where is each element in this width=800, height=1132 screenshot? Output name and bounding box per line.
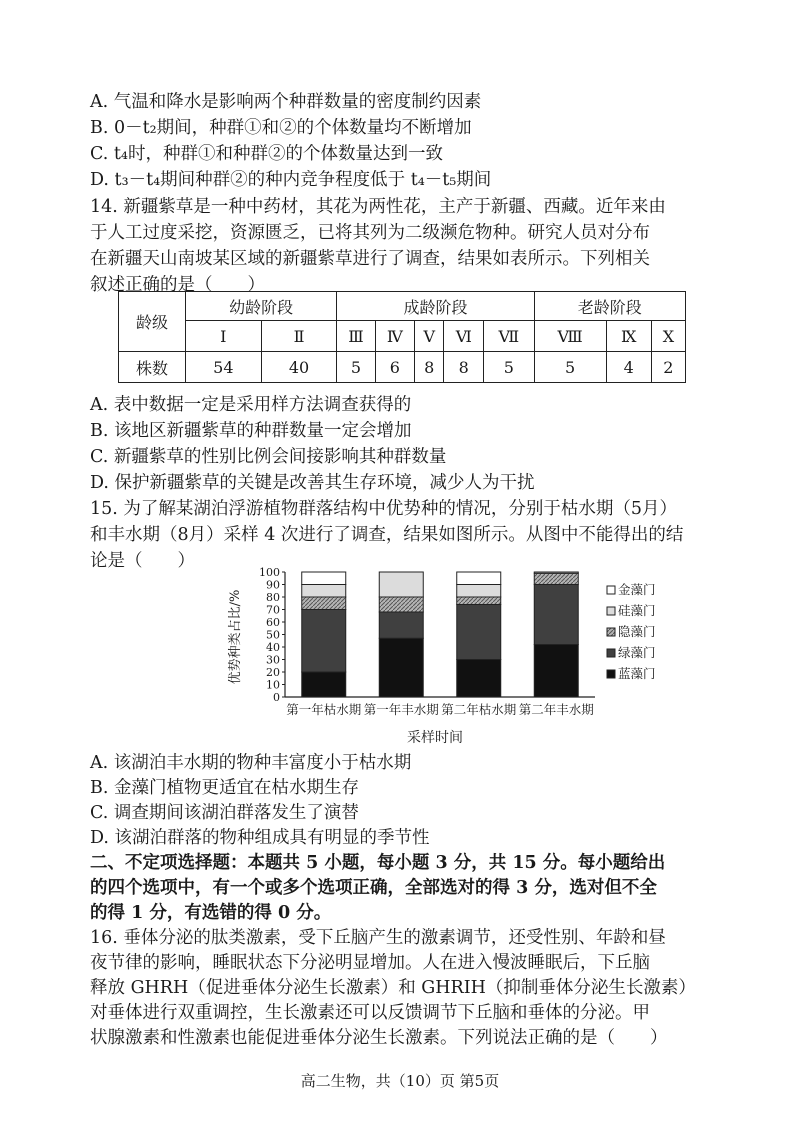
count-cell: 2 (651, 352, 685, 383)
q13-option-b: B. 0－t₂期间，种群①和②的个体数量均不断增加 (90, 118, 472, 138)
bar-segment-硅藻门 (534, 572, 578, 573)
q15-stem-line: 15. 为了解某湖泊浮游植物群落结构中优势种的情况，分别于枯水期（5月） (90, 499, 678, 519)
count-cell: 4 (606, 352, 651, 383)
y-tick-label: 30 (266, 653, 280, 667)
bar-segment-金藻门 (302, 572, 346, 585)
bar-segment-硅藻门 (379, 572, 423, 597)
x-category-label: 第二年枯水期 (441, 702, 517, 717)
x-category-label: 第一年丰水期 (363, 702, 439, 717)
plankton-stacked-bar-chart (225, 562, 665, 752)
y-tick-label: 20 (266, 666, 280, 679)
count-cell: 8 (415, 352, 444, 383)
class-header: Ⅵ (444, 321, 484, 352)
count-cell: 5 (337, 352, 375, 383)
legend-label: 金藻门 (618, 582, 656, 597)
class-header: Ⅶ (484, 321, 534, 352)
count-cell: 40 (261, 352, 337, 383)
bar-segment-蓝藻门 (457, 660, 501, 698)
age-label-cell: 龄级 (119, 292, 186, 352)
q14-option-d: D. 保护新疆紫草的关键是改善其生存环境，减少人为干扰 (90, 473, 535, 493)
count-cell: 5 (484, 352, 534, 383)
q15-option-c: C. 调查期间该湖泊群落发生了演替 (90, 803, 359, 823)
class-header: Ⅸ (606, 321, 651, 352)
count-cell: 8 (444, 352, 484, 383)
q16-stem-line: 对垂体进行双重调控，生长激素还可以反馈调节下丘脑和垂体的分泌。甲 (90, 1003, 650, 1023)
q16-stem-line: 16. 垂体分泌的肽类激素，受下丘脑产生的激素调节，还受性别、年龄和昼 (90, 928, 666, 948)
bar-segment-隐藻门 (534, 573, 578, 584)
y-axis-label: 优势种类占比/% (228, 589, 243, 685)
class-header: Ⅷ (534, 321, 606, 352)
bar-segment-金藻门 (457, 572, 501, 585)
class-header: Ⅱ (261, 321, 337, 352)
q16-stem-line: 释放 GHRH（促进垂体分泌生长激素）和 GHRIH（抑制垂体分泌生长激素） (90, 978, 696, 998)
legend-label: 硅藻门 (618, 603, 656, 618)
q14-option-a: A. 表中数据一定是采用样方法调查获得的 (90, 395, 412, 415)
section2-heading-line: 的得 1 分，有选错的得 0 分。 (90, 903, 332, 923)
bar-segment-蓝藻门 (534, 645, 578, 698)
bar-segment-硅藻门 (457, 585, 501, 598)
bar-segment-绿藻门 (379, 612, 423, 638)
bar-segment-蓝藻门 (302, 672, 346, 697)
class-header: Ⅴ (415, 321, 444, 352)
y-tick-label: 40 (266, 641, 280, 654)
chart-bars (286, 572, 594, 717)
legend-swatch (607, 649, 615, 657)
q13-option-a: A. 气温和降水是影响两个种群数量的密度制约因素 (90, 92, 482, 112)
q14-stem-line: 于人工过度采挖，资源匮乏，已将其列为二级濒危物种。研究人员对分布 (90, 223, 650, 243)
group-juvenile: 幼龄阶段 (186, 292, 337, 321)
q16-stem-line: 夜节律的影响，睡眠状态下分泌明显增加。人在进入慢波睡眠后，下丘脑 (90, 953, 650, 973)
bar-segment-绿藻门 (302, 610, 346, 673)
q15-stem-line: 和丰水期（8月）采样 4 次进行了调查，结果如图所示。从图中不能得出的结 (90, 525, 684, 545)
class-header: Ⅹ (651, 321, 685, 352)
legend-label: 隐藻门 (618, 624, 656, 639)
legend-swatch (607, 628, 615, 636)
section2-heading-line: 的四个选项中，有一个或多个选项正确，全部选对的得 3 分，选对但不全 (90, 878, 657, 898)
chart-legend (607, 582, 656, 681)
legend-swatch (607, 586, 615, 594)
count-cell: 5 (534, 352, 606, 383)
q14-option-b: B. 该地区新疆紫草的种群数量一定会增加 (90, 421, 412, 441)
class-header: Ⅲ (337, 321, 375, 352)
q13-option-c: C. t₄时，种群①和种群②的个体数量达到一致 (90, 144, 443, 164)
age-class-table (118, 291, 686, 383)
q15-stem-line: 论是（ ） (90, 551, 195, 571)
count-label-cell: 株数 (119, 352, 186, 383)
y-tick-label: 60 (266, 616, 280, 629)
q15-option-a: A. 该湖泊丰水期的物种丰富度小于枯水期 (90, 753, 412, 773)
q16-stem-line: 状腺激素和性激素也能促进垂体分泌生长激素。下列说法正确的是（ ） (90, 1028, 668, 1048)
bar-segment-隐藻门 (302, 597, 346, 610)
legend-swatch (607, 607, 615, 615)
section2-heading-line: 二、不定项选择题：本题共 5 小题，每小题 3 分，共 15 分。每小题给出 (90, 853, 666, 873)
q14-option-c: C. 新疆紫草的性别比例会间接影响其种群数量 (90, 447, 447, 467)
count-cell: 54 (186, 352, 262, 383)
bar-segment-蓝藻门 (379, 638, 423, 697)
x-category-label: 第一年枯水期 (286, 702, 362, 717)
q13-option-d: D. t₃－t₄期间种群②的种内竞争程度低于 t₄－t₅期间 (90, 170, 492, 190)
q14-stem-line: 叙述正确的是（ ） (90, 275, 265, 295)
legend-label: 绿藻门 (618, 645, 656, 660)
q14-stem-line: 在新疆天山南坡某区域的新疆紫草进行了调查，结果如表所示。下列相关 (90, 249, 650, 269)
count-cell: 6 (375, 352, 415, 383)
bar-segment-绿藻门 (457, 605, 501, 660)
y-tick-label: 70 (266, 603, 280, 617)
bar-segment-硅藻门 (302, 585, 346, 598)
y-tick-label: 0 (273, 691, 280, 704)
q15-option-b: B. 金藻门植物更适宜在枯水期生存 (90, 778, 359, 798)
y-tick-label: 100 (259, 566, 280, 579)
legend-label: 蓝藻门 (618, 666, 656, 681)
group-old: 老龄阶段 (534, 292, 685, 321)
class-header: Ⅳ (375, 321, 415, 352)
y-tick-label: 10 (266, 678, 280, 692)
bar-segment-绿藻门 (534, 585, 578, 645)
legend-swatch (607, 670, 615, 678)
y-tick-label: 50 (266, 628, 280, 642)
y-tick-label: 80 (266, 591, 280, 604)
bar-segment-隐藻门 (457, 597, 501, 605)
x-axis-label: 采样时间 (407, 730, 463, 746)
bar-segment-隐藻门 (379, 597, 423, 612)
y-tick-label: 90 (266, 578, 280, 592)
group-adult: 成龄阶段 (337, 292, 534, 321)
q14-stem-line: 14. 新疆紫草是一种中药材，其花为两性花，主产于新疆、西藏。近年来由 (90, 197, 666, 217)
page-footer: 高二生物，共（10）页 第5页 (300, 1072, 500, 1090)
class-header: Ⅰ (186, 321, 262, 352)
x-category-label: 第二年丰水期 (518, 702, 594, 717)
q15-option-d: D. 该湖泊群落的物种组成具有明显的季节性 (90, 828, 430, 848)
